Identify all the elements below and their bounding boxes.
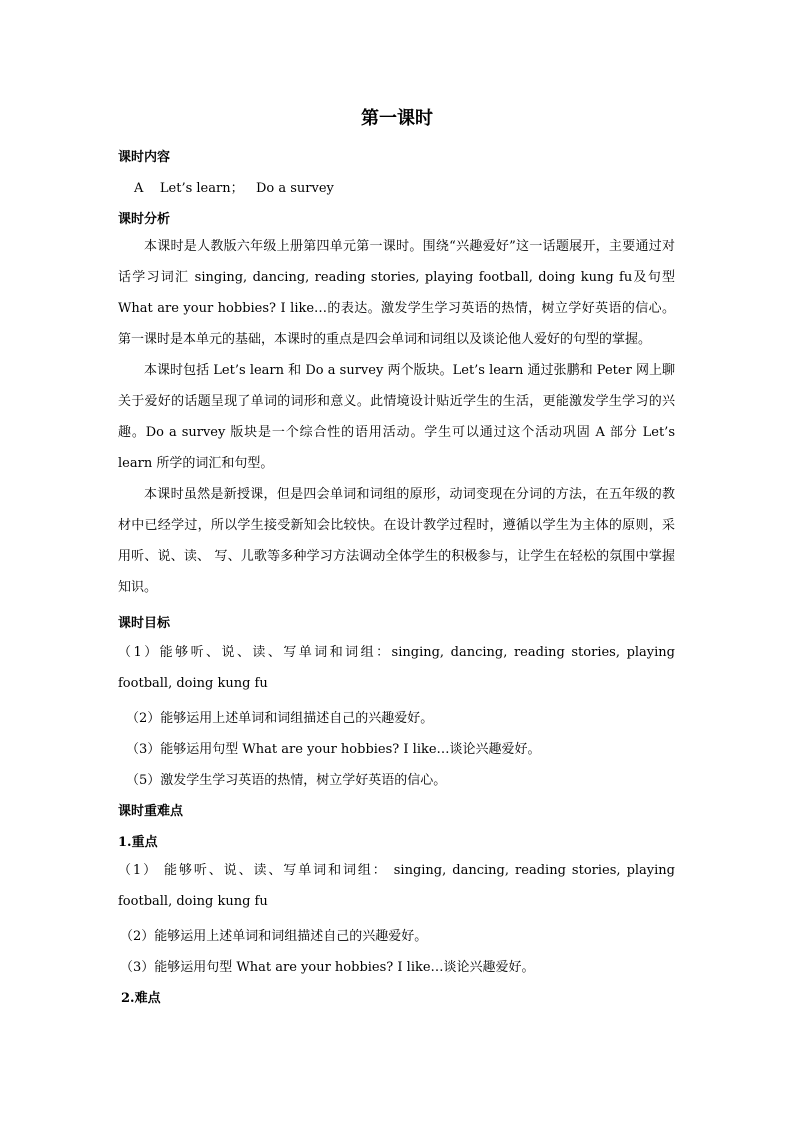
- heading-lesson-goals: 课时目标: [118, 616, 171, 631]
- analysis-paragraph-3: 本课时虽然是新授课，但是四会单词和词组的原形，动词变现在分词的方法，在五年级的教材中已经学过，所以学生接受新知会比较快。在设计教学过程时，遵循以学生为主体的原则，采用听、说、读、 写、儿歌等多种学习方法调动全体学生的积极参与，让学生在轻松的氛围中掌握知识。: [118, 487, 675, 595]
- subheading-key-points: 1.重点: [118, 835, 158, 850]
- goal-item-3: （3）能够运用句型 What are your hobbies? I like…谈论兴趣爱好。: [126, 742, 541, 757]
- page-title: 第一课时: [361, 108, 433, 129]
- analysis-paragraph-1: 本课时是人教版六年级上册第四单元第一课时。围绕“兴趣爱好”这一话题展开，主要通过对话学习词汇 singing, dancing, reading stories, playing football, doing kung fu及句型 What are your hobbies? I like…的表达。激发学生学习英语的热情，树立学好英语的信心。第一课时是本单元的基础，本课时的重点是四会单词和词组以及谈论他人爱好的句型的掌握。: [118, 239, 675, 347]
- key-point-2: （2）能够运用上述单词和词组描述自己的兴趣爱好。: [120, 929, 428, 944]
- goal-item-2: （2）能够运用上述单词和词组描述自己的兴趣爱好。: [126, 711, 434, 726]
- heading-lesson-content: 课时内容: [118, 150, 171, 165]
- heading-key-difficult: 课时重难点: [118, 804, 184, 819]
- goal-item-1: （1）能够听、说、读、写单词和词组：singing, dancing, reading stories, playing football, doing kung fu: [118, 645, 675, 691]
- goal-item-5: （5）激发学生学习英语的热情，树立学好英语的信心。: [126, 773, 447, 788]
- key-point-1: （1） 能够听、说、读、写单词和词组： singing, dancing, reading stories, playing football, doing kung fu: [118, 863, 675, 909]
- analysis-paragraph-2: 本课时包括 Let’s learn 和 Do a survey 两个版块。Let’s learn 通过张鹏和 Peter 网上聊关于爱好的话题呈现了单词的词形和意义。此情境设计贴近学生的生活，更能激发学生学习的兴趣。Do a survey 版块是一个综合性的语用活动。学生可以通过这个活动巩固 A 部分 Let’s learn 所学的词汇和句型。: [118, 363, 675, 471]
- key-point-3: （3）能够运用句型 What are your hobbies? I like…谈论兴趣爱好。: [120, 960, 535, 975]
- lesson-content-line: A Let’s learn； Do a survey: [134, 181, 334, 196]
- heading-lesson-analysis: 课时分析: [118, 212, 171, 227]
- subheading-difficult-points: 2.难点: [121, 991, 161, 1006]
